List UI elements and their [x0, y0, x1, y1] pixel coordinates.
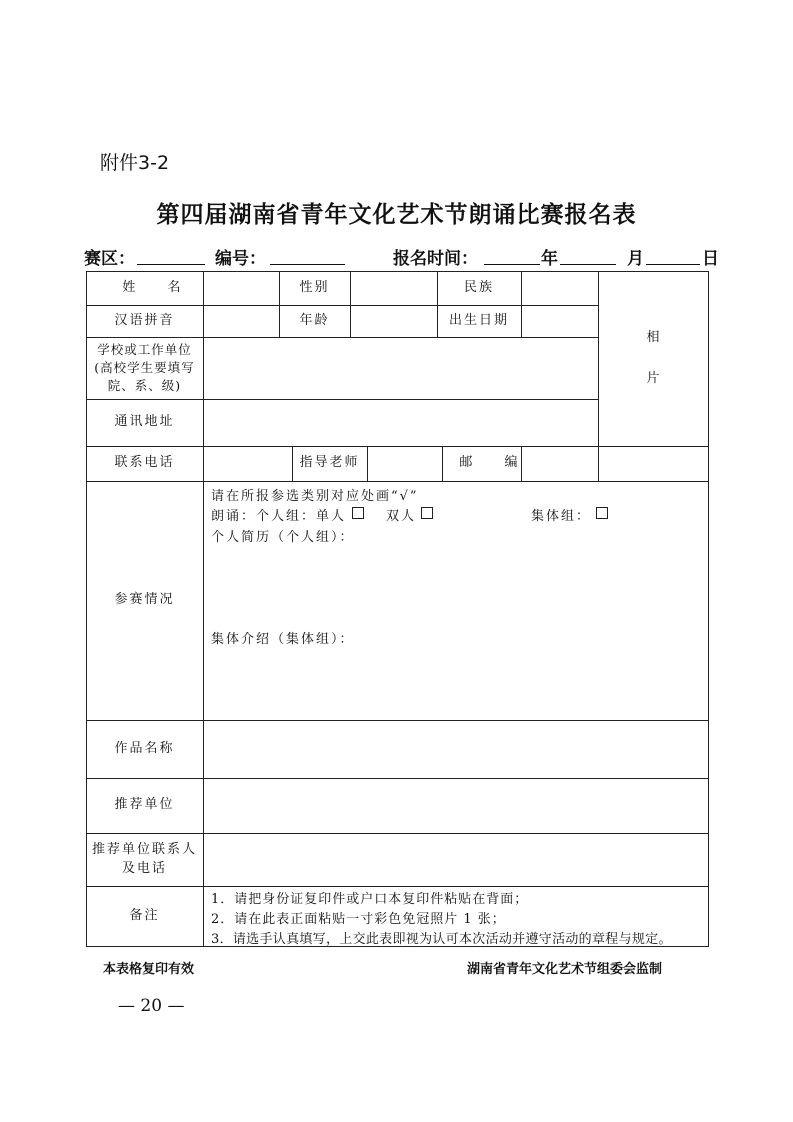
group-label: 集体组：	[531, 509, 592, 524]
remark-2: 2．请在此表正面粘贴一寸彩色免冠照片 1 张；	[211, 912, 506, 927]
postcode-input[interactable]	[521, 446, 708, 481]
teacher-label: 指导老师	[299, 455, 360, 471]
region-label: 赛区：	[84, 249, 135, 269]
recommender-input[interactable]	[203, 778, 708, 833]
work-name-label: 作品名称	[114, 740, 175, 756]
gender-input[interactable]	[350, 271, 437, 305]
pinyin-label: 汉语拼音	[114, 312, 175, 328]
group-checkbox[interactable]	[596, 507, 608, 519]
footer-note-left: 本表格复印有效	[103, 962, 195, 977]
number-label: 编号：	[215, 249, 266, 269]
instruction-text: 请在所报参选类别对应处画“√”	[211, 489, 419, 504]
birthdate-input[interactable]	[521, 305, 598, 337]
phone-label: 联系电话	[114, 455, 175, 471]
address-label: 通讯地址	[114, 414, 175, 430]
photo-area[interactable]	[598, 271, 708, 446]
remarks-label: 备注	[129, 907, 160, 923]
single-checkbox[interactable]	[352, 507, 364, 519]
recite-label: 朗诵：个人组：	[211, 509, 317, 524]
resume-label: 个人简历（个人组）：	[211, 530, 355, 545]
form-title: 第四届湖南省青年文化艺术节朗诵比赛报名表	[156, 201, 637, 228]
double-checkbox[interactable]	[421, 507, 433, 519]
day-blank[interactable]	[646, 264, 700, 265]
attachment-label: 附件3-2	[100, 152, 170, 174]
name-input[interactable]	[203, 271, 279, 305]
phone-input[interactable]	[203, 446, 292, 481]
teacher-input[interactable]	[367, 446, 442, 481]
recommender-contact-input[interactable]	[203, 833, 708, 886]
month-label: 月	[627, 249, 644, 269]
name-label: 姓 名	[122, 279, 195, 295]
page-number: — 20 —	[118, 996, 185, 1016]
region-blank[interactable]	[137, 264, 205, 265]
ethnicity-label: 民族	[463, 279, 494, 295]
birthdate-label: 出生日期	[448, 312, 509, 328]
group-intro-label: 集体介绍（集体组）：	[211, 632, 355, 647]
double-label: 双人	[386, 509, 417, 524]
school-input[interactable]	[203, 337, 598, 399]
photo-label-2: 片	[646, 370, 660, 386]
participation-label: 参赛情况	[114, 592, 175, 608]
time-label: 报名时间：	[393, 249, 478, 269]
ethnicity-input[interactable]	[521, 271, 598, 305]
year-label: 年	[541, 249, 558, 269]
photo-label-1: 相	[646, 329, 660, 345]
recommender-contact-label: 推荐单位联系人 及电话	[91, 841, 197, 876]
postcode-label: 邮 编	[459, 455, 532, 471]
day-label: 日	[702, 249, 719, 269]
address-input[interactable]	[203, 399, 598, 446]
age-input[interactable]	[350, 305, 437, 337]
age-label: 年龄	[299, 312, 330, 328]
recommender-label: 推荐单位	[114, 797, 175, 813]
gender-label: 性别	[299, 279, 330, 295]
school-label: 学校或工作单位 (高校学生要填写 院、系、级)	[94, 341, 195, 394]
pinyin-input[interactable]	[203, 305, 279, 337]
footer-note-right: 湖南省青年文化艺术节组委会监制	[467, 962, 663, 977]
remark-1: 1．请把身份证复印件或户口本复印件粘贴在背面；	[211, 892, 529, 907]
remark-3: 3．请选手认真填写，上交此表即视为认可本次活动并遵守活动的章程与规定。	[211, 932, 672, 947]
single-label: 单人	[316, 509, 347, 524]
month-blank[interactable]	[560, 264, 616, 265]
work-name-input[interactable]	[203, 720, 708, 778]
year-blank[interactable]	[484, 264, 540, 265]
number-blank[interactable]	[270, 264, 345, 265]
